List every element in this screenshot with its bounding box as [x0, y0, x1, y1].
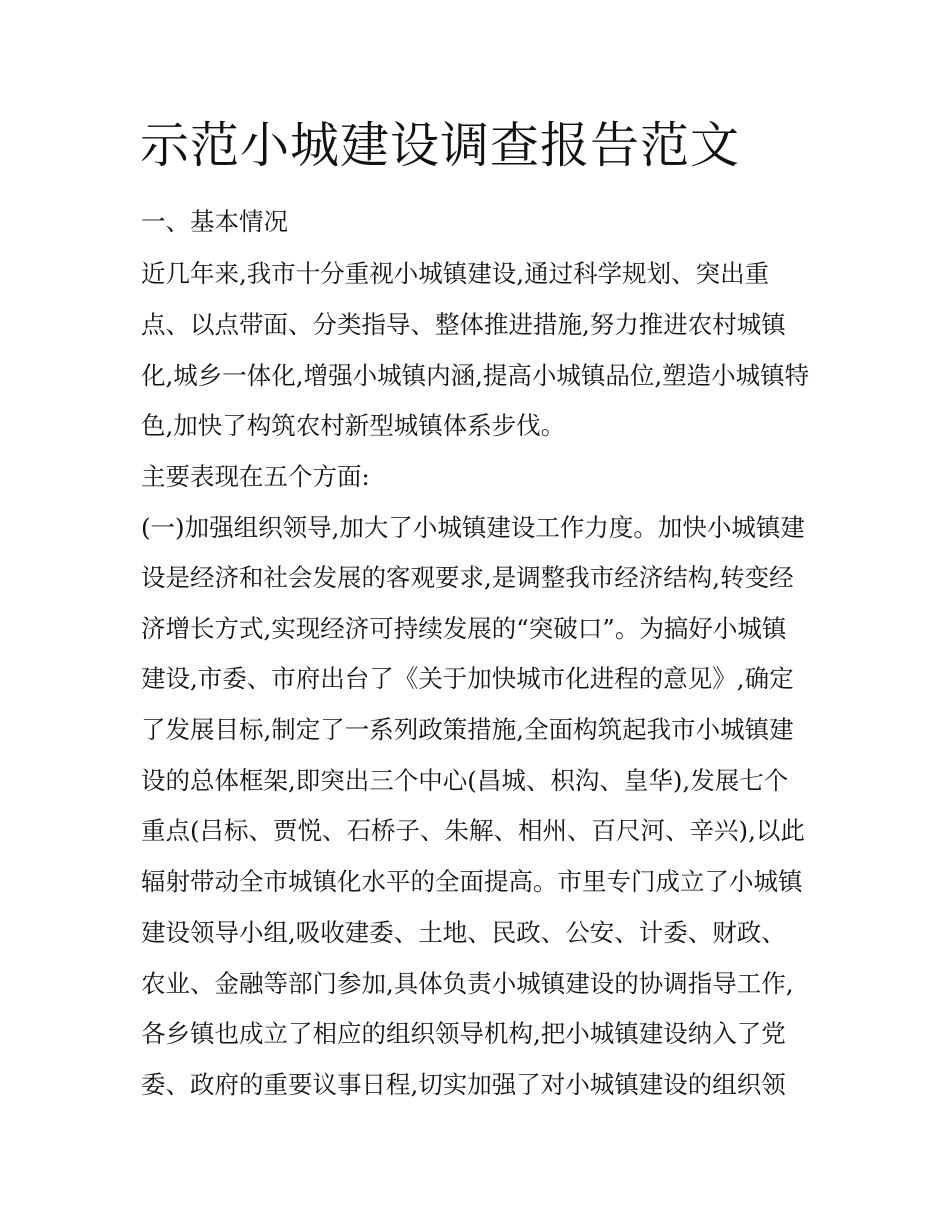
text-line: 重点(吕标、贾悦、石桥子、朱解、相州、百尺河、辛兴),以此: [141, 816, 805, 845]
text-line: 各乡镇也成立了相应的组织领导机构,把小城镇建设纳入了党: [141, 1019, 786, 1048]
text-line: 了发展目标,制定了一系列政策措施,全面构筑起我市小城镇建: [141, 715, 794, 744]
text-line: 点、以点带面、分类指导、整体推进措施,努力推进农村城镇: [141, 310, 786, 339]
text-line: 近几年来,我市十分重视小城镇建设,通过科学规划、突出重: [141, 259, 770, 288]
text-line: 建设,市委、市府出台了《关于加快城市化进程的意见》,确定: [141, 664, 794, 693]
text-line: (一)加强组织领导,加大了小城镇建设工作力度。加快小城镇建: [141, 513, 805, 542]
text-line: 主要表现在五个方面:: [141, 462, 370, 491]
text-line: 设的总体框架,即突出三个中心(昌城、枳沟、皇华),发展七个: [141, 766, 789, 795]
section-heading: 一、基本情况: [141, 207, 288, 236]
document-title: 示范小城建设调查报告范文: [140, 117, 741, 174]
text-line: 建设领导小组,吸收建委、土地、民政、公安、计委、财政、: [141, 918, 786, 947]
text-line: 辐射带动全市城镇化水平的全面提高。市里专门成立了小城镇: [141, 867, 803, 896]
text-line: 济增长方式,实现经济可持续发展的“突破口”。为搞好小城镇: [141, 614, 787, 643]
text-line: 色,加快了构筑农村新型城镇体系步伐。: [141, 411, 566, 440]
text-line: 设是经济和社会发展的客观要求,是调整我市经济结构,转变经: [141, 563, 794, 592]
text-line: 农业、金融等部门参加,具体负责小城镇建设的协调指导工作,: [141, 969, 794, 998]
text-line: 委、政府的重要议事日程,切实加强了对小城镇建设的组织领: [141, 1070, 786, 1099]
text-line: 化,城乡一体化,增强小城镇内涵,提高小城镇品位,塑造小城镇特: [141, 361, 810, 390]
